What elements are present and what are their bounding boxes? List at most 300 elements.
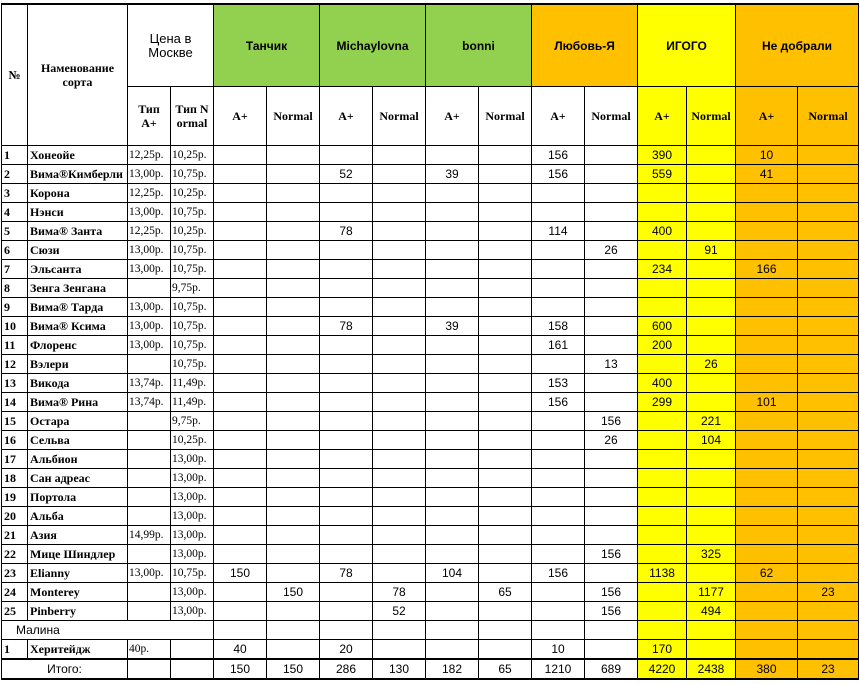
table-row xyxy=(2,317,859,336)
quantity-cell xyxy=(532,412,585,431)
table-row xyxy=(2,564,859,583)
quantity-cell xyxy=(479,602,532,621)
quantity-cell xyxy=(214,526,267,545)
quantity-cell: 52 xyxy=(373,602,426,621)
quantity-cell xyxy=(687,184,736,203)
quantity-cell: 78 xyxy=(320,564,373,583)
price-normal-cell: 10,75р. xyxy=(171,355,214,374)
quantity-cell xyxy=(320,279,373,298)
quantity-cell xyxy=(479,640,532,660)
quantity-cell xyxy=(585,336,638,355)
quantity-cell xyxy=(320,450,373,469)
quantity-cell xyxy=(479,526,532,545)
quantity-cell: 156 xyxy=(585,545,638,564)
variety-name: Мице Шиндлер xyxy=(28,545,128,564)
quantity-cell xyxy=(267,203,320,222)
quantity-cell xyxy=(373,203,426,222)
quantity-cell xyxy=(479,507,532,526)
total-cell: 286 xyxy=(320,659,373,679)
quantity-cell: 156 xyxy=(585,583,638,602)
table-row xyxy=(2,298,859,317)
quantity-cell xyxy=(426,469,479,488)
quantity-cell xyxy=(585,374,638,393)
quantity-cell xyxy=(320,203,373,222)
quantity-cell xyxy=(479,374,532,393)
quantity-cell: 161 xyxy=(532,336,585,355)
quantity-cell xyxy=(373,298,426,317)
quantity-cell: 52 xyxy=(320,165,373,184)
quantity-cell: 158 xyxy=(532,317,585,336)
price-normal-cell xyxy=(171,640,214,660)
quantity-cell xyxy=(798,488,859,507)
total-cell: 380 xyxy=(736,659,798,679)
variety-name: Херитейдж xyxy=(28,640,128,660)
empty-cell xyxy=(214,621,267,640)
quantity-cell xyxy=(687,488,736,507)
quantity-cell xyxy=(798,203,859,222)
price-a-cell: 12,25р. xyxy=(128,146,171,165)
price-normal-cell: 13,00р. xyxy=(171,545,214,564)
quantity-cell xyxy=(214,602,267,621)
variety-name: Вима® Ксима xyxy=(28,317,128,336)
variety-name: Вима®Кимберли xyxy=(28,165,128,184)
header-group-bonni: bonni xyxy=(426,4,532,87)
quantity-cell xyxy=(373,450,426,469)
quantity-cell xyxy=(638,412,687,431)
variety-name: Pinberry xyxy=(28,602,128,621)
table-row xyxy=(2,184,859,203)
quantity-cell: 325 xyxy=(687,545,736,564)
quantity-cell xyxy=(532,545,585,564)
price-normal-cell: 13,00р. xyxy=(171,507,214,526)
quantity-cell xyxy=(687,279,736,298)
quantity-cell xyxy=(426,241,479,260)
quantity-cell xyxy=(267,317,320,336)
quantity-cell xyxy=(532,184,585,203)
quantity-cell: 156 xyxy=(532,564,585,583)
quantity-cell xyxy=(479,545,532,564)
price-normal-cell: 10,75р. xyxy=(171,241,214,260)
quantity-cell xyxy=(585,393,638,412)
variety-name: Нэнси xyxy=(28,203,128,222)
quantity-cell xyxy=(373,412,426,431)
quantity-cell xyxy=(532,241,585,260)
quantity-cell xyxy=(798,222,859,241)
quantity-cell xyxy=(532,355,585,374)
variety-name: Elianny xyxy=(28,564,128,583)
totals-label: Итого: xyxy=(2,659,128,679)
quantity-cell: 221 xyxy=(687,412,736,431)
quantity-cell xyxy=(798,146,859,165)
row-number: 1 xyxy=(2,146,28,165)
quantity-cell xyxy=(426,393,479,412)
variety-name: Викода xyxy=(28,374,128,393)
quantity-cell xyxy=(798,165,859,184)
quantity-cell xyxy=(479,564,532,583)
quantity-cell xyxy=(373,488,426,507)
section-row-malina xyxy=(2,621,859,640)
quantity-cell xyxy=(426,203,479,222)
quantity-cell xyxy=(267,488,320,507)
quantity-cell xyxy=(214,469,267,488)
variety-name: Хонеойе xyxy=(28,146,128,165)
quantity-cell xyxy=(479,317,532,336)
quantity-cell xyxy=(798,374,859,393)
row-number: 21 xyxy=(2,526,28,545)
row-number: 7 xyxy=(2,260,28,279)
quantity-cell xyxy=(267,640,320,660)
quantity-cell xyxy=(320,602,373,621)
quantity-cell xyxy=(267,469,320,488)
row-number: 11 xyxy=(2,336,28,355)
quantity-cell xyxy=(638,279,687,298)
quantity-cell xyxy=(373,526,426,545)
quantity-cell xyxy=(687,469,736,488)
quantity-cell xyxy=(687,165,736,184)
quantity-cell xyxy=(267,564,320,583)
price-a-cell: 13,00р. xyxy=(128,298,171,317)
quantity-cell xyxy=(373,564,426,583)
quantity-cell xyxy=(736,336,798,355)
table-row xyxy=(2,165,859,184)
price-a-cell: 12,25р. xyxy=(128,222,171,241)
table-row xyxy=(2,469,859,488)
quantity-cell xyxy=(532,526,585,545)
empty-cell xyxy=(373,621,426,640)
quantity-cell xyxy=(479,450,532,469)
quantity-cell xyxy=(638,602,687,621)
price-a-cell: 13,00р. xyxy=(128,564,171,583)
header-sub-normal: Normal xyxy=(585,87,638,146)
quantity-cell xyxy=(687,564,736,583)
row-number: 10 xyxy=(2,317,28,336)
quantity-cell xyxy=(373,545,426,564)
quantity-cell xyxy=(532,450,585,469)
quantity-cell xyxy=(585,317,638,336)
quantity-cell xyxy=(479,393,532,412)
variety-name: Флоренс xyxy=(28,336,128,355)
quantity-cell xyxy=(214,355,267,374)
quantity-cell xyxy=(687,507,736,526)
quantity-cell xyxy=(373,355,426,374)
quantity-cell: 1177 xyxy=(687,583,736,602)
total-cell: 150 xyxy=(214,659,267,679)
quantity-cell xyxy=(736,203,798,222)
quantity-cell xyxy=(214,583,267,602)
quantity-cell xyxy=(373,374,426,393)
quantity-cell xyxy=(638,431,687,450)
row-number: 4 xyxy=(2,203,28,222)
quantity-cell xyxy=(479,184,532,203)
quantity-cell xyxy=(479,488,532,507)
header-sub-a: А+ xyxy=(320,87,373,146)
quantity-cell: 114 xyxy=(532,222,585,241)
quantity-cell: 559 xyxy=(638,165,687,184)
quantity-cell xyxy=(214,374,267,393)
table-row xyxy=(2,412,859,431)
price-normal-cell: 10,75р. xyxy=(171,260,214,279)
row-number: 24 xyxy=(2,583,28,602)
quantity-cell: 41 xyxy=(736,165,798,184)
empty-cell xyxy=(267,621,320,640)
quantity-cell xyxy=(267,602,320,621)
price-a-cell xyxy=(128,507,171,526)
quantity-cell: 1138 xyxy=(638,564,687,583)
quantity-cell xyxy=(267,241,320,260)
quantity-cell xyxy=(373,165,426,184)
price-normal-cell: 10,75р. xyxy=(171,317,214,336)
quantity-cell xyxy=(687,260,736,279)
quantity-cell: 65 xyxy=(479,583,532,602)
quantity-cell xyxy=(320,507,373,526)
quantity-cell: 234 xyxy=(638,260,687,279)
quantity-cell xyxy=(320,260,373,279)
quantity-cell xyxy=(585,640,638,660)
quantity-cell xyxy=(426,279,479,298)
quantity-cell xyxy=(687,393,736,412)
quantity-cell xyxy=(320,469,373,488)
row-number: 17 xyxy=(2,450,28,469)
quantity-cell: 101 xyxy=(736,393,798,412)
quantity-cell xyxy=(373,279,426,298)
quantity-cell xyxy=(214,279,267,298)
empty-cell xyxy=(532,621,585,640)
row-number: 22 xyxy=(2,545,28,564)
quantity-cell xyxy=(320,298,373,317)
quantity-cell xyxy=(736,298,798,317)
quantity-cell xyxy=(736,602,798,621)
quantity-cell xyxy=(798,336,859,355)
quantity-cell xyxy=(267,146,320,165)
variety-name: Корона xyxy=(28,184,128,203)
table-row xyxy=(2,260,859,279)
quantity-cell xyxy=(638,488,687,507)
row-number: 1 xyxy=(2,640,28,660)
quantity-cell xyxy=(214,222,267,241)
row-number: 6 xyxy=(2,241,28,260)
price-normal-cell: 13,00р. xyxy=(171,469,214,488)
price-a-cell: 13,00р. xyxy=(128,165,171,184)
price-normal-cell: 13,00р. xyxy=(171,583,214,602)
variety-name: Эльсанта xyxy=(28,260,128,279)
row-number: 12 xyxy=(2,355,28,374)
quantity-cell: 13 xyxy=(585,355,638,374)
quantity-cell xyxy=(798,602,859,621)
price-a-cell xyxy=(128,488,171,507)
total-cell: 1210 xyxy=(532,659,585,679)
price-normal-cell: 10,25р. xyxy=(171,222,214,241)
quantity-cell xyxy=(426,355,479,374)
quantity-cell xyxy=(320,393,373,412)
header-variety-name: Наменование сорта xyxy=(28,4,128,146)
price-normal-cell: 13,00р. xyxy=(171,488,214,507)
header-sub-normal: Normal xyxy=(267,87,320,146)
total-cell: 2438 xyxy=(687,659,736,679)
quantity-cell xyxy=(479,298,532,317)
variety-name: Азия xyxy=(28,526,128,545)
quantity-cell xyxy=(798,450,859,469)
table-row xyxy=(2,507,859,526)
price-normal-cell: 10,75р. xyxy=(171,298,214,317)
quantity-cell xyxy=(214,488,267,507)
empty-cell xyxy=(171,659,214,679)
price-a-cell: 12,25р. xyxy=(128,184,171,203)
quantity-cell xyxy=(267,184,320,203)
table-row xyxy=(2,526,859,545)
quantity-cell xyxy=(585,564,638,583)
quantity-cell xyxy=(267,450,320,469)
quantity-cell xyxy=(267,355,320,374)
variety-name: Вима® Рина xyxy=(28,393,128,412)
quantity-cell xyxy=(736,412,798,431)
quantity-cell xyxy=(479,146,532,165)
table-row xyxy=(2,545,859,564)
price-a-cell xyxy=(128,602,171,621)
variety-name: Остара xyxy=(28,412,128,431)
price-normal-cell: 10,25р. xyxy=(171,184,214,203)
quantity-cell: 156 xyxy=(532,393,585,412)
quantity-cell: 62 xyxy=(736,564,798,583)
empty-cell xyxy=(585,621,638,640)
price-a-cell xyxy=(128,431,171,450)
quantity-cell xyxy=(373,431,426,450)
quantity-cell xyxy=(798,469,859,488)
quantity-cell xyxy=(320,336,373,355)
empty-cell xyxy=(798,621,859,640)
header-sub-a: А+ xyxy=(736,87,798,146)
header-sub-normal: Normal xyxy=(687,87,736,146)
quantity-cell xyxy=(479,222,532,241)
quantity-cell xyxy=(687,203,736,222)
quantity-cell xyxy=(798,355,859,374)
quantity-cell: 40 xyxy=(214,640,267,660)
row-number: 8 xyxy=(2,279,28,298)
quantity-cell xyxy=(687,640,736,660)
variety-name: Сельва xyxy=(28,431,128,450)
quantity-cell: 78 xyxy=(320,317,373,336)
quantity-cell xyxy=(479,279,532,298)
quantity-cell xyxy=(426,184,479,203)
quantity-cell xyxy=(638,184,687,203)
row-number: 9 xyxy=(2,298,28,317)
row-number: 19 xyxy=(2,488,28,507)
quantity-cell: 600 xyxy=(638,317,687,336)
quantity-cell xyxy=(479,336,532,355)
empty-cell xyxy=(479,621,532,640)
quantity-cell xyxy=(798,260,859,279)
quantity-cell xyxy=(373,393,426,412)
table-row xyxy=(2,279,859,298)
quantity-cell xyxy=(267,507,320,526)
header-sub-normal: Normal xyxy=(479,87,532,146)
header-price-normal: Тип Normal xyxy=(171,87,214,146)
quantity-cell xyxy=(426,545,479,564)
quantity-cell xyxy=(214,165,267,184)
quantity-cell xyxy=(638,583,687,602)
quantity-cell xyxy=(585,222,638,241)
quantity-cell xyxy=(798,393,859,412)
empty-cell xyxy=(736,621,798,640)
quantity-cell xyxy=(214,545,267,564)
quantity-cell xyxy=(687,146,736,165)
price-a-cell: 14,99р. xyxy=(128,526,171,545)
quantity-cell xyxy=(373,336,426,355)
table-row xyxy=(2,336,859,355)
table-row xyxy=(2,203,859,222)
quantity-cell xyxy=(320,583,373,602)
quantity-cell xyxy=(214,450,267,469)
quantity-cell xyxy=(479,412,532,431)
total-cell: 4220 xyxy=(638,659,687,679)
price-a-cell: 13,00р. xyxy=(128,317,171,336)
quantity-cell xyxy=(267,222,320,241)
quantity-cell: 150 xyxy=(267,583,320,602)
quantity-cell xyxy=(214,298,267,317)
quantity-cell xyxy=(798,317,859,336)
quantity-cell xyxy=(479,241,532,260)
quantity-cell xyxy=(426,526,479,545)
quantity-cell: 494 xyxy=(687,602,736,621)
header-price-moscow: Цена в Москве xyxy=(128,4,214,87)
quantity-cell: 200 xyxy=(638,336,687,355)
empty-cell xyxy=(320,621,373,640)
quantity-cell xyxy=(479,469,532,488)
quantity-cell xyxy=(479,165,532,184)
quantity-cell xyxy=(532,488,585,507)
price-normal-cell: 10,25р. xyxy=(171,431,214,450)
quantity-cell xyxy=(798,431,859,450)
row-number: 18 xyxy=(2,469,28,488)
quantity-cell xyxy=(320,526,373,545)
price-normal-cell: 10,75р. xyxy=(171,564,214,583)
price-normal-cell: 13,00р. xyxy=(171,602,214,621)
quantity-cell xyxy=(320,241,373,260)
quantity-cell xyxy=(373,260,426,279)
quantity-cell xyxy=(320,545,373,564)
quantity-cell xyxy=(426,507,479,526)
quantity-cell xyxy=(267,336,320,355)
price-a-cell xyxy=(128,583,171,602)
row-number: 14 xyxy=(2,393,28,412)
quantity-cell xyxy=(736,526,798,545)
total-cell: 182 xyxy=(426,659,479,679)
quantity-cell xyxy=(267,260,320,279)
quantity-cell xyxy=(798,412,859,431)
quantity-cell xyxy=(798,241,859,260)
quantity-cell: 39 xyxy=(426,165,479,184)
variety-name: Вэлери xyxy=(28,355,128,374)
quantity-cell xyxy=(373,146,426,165)
quantity-cell xyxy=(267,526,320,545)
table-row xyxy=(2,602,859,621)
quantity-cell xyxy=(320,431,373,450)
price-a-cell: 13,00р. xyxy=(128,203,171,222)
quantity-cell: 153 xyxy=(532,374,585,393)
quantity-cell xyxy=(426,640,479,660)
quantity-cell xyxy=(479,203,532,222)
quantity-cell: 170 xyxy=(638,640,687,660)
quantity-cell xyxy=(426,146,479,165)
quantity-cell xyxy=(798,184,859,203)
quantity-cell xyxy=(320,146,373,165)
table-row xyxy=(2,450,859,469)
quantity-cell xyxy=(585,165,638,184)
quantity-cell xyxy=(320,184,373,203)
quantity-cell xyxy=(214,146,267,165)
quantity-cell xyxy=(373,241,426,260)
quantity-cell xyxy=(214,336,267,355)
header-no: № xyxy=(2,4,28,146)
